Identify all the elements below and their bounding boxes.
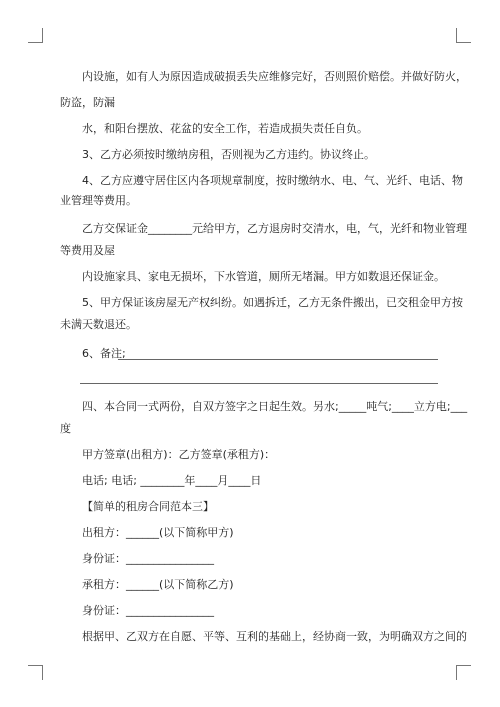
text-line: 出租方：______(以下简称甲方) (82, 526, 234, 539)
text-line: 身份证：________________ (82, 552, 214, 565)
remarks-underline-2 (80, 383, 438, 384)
text-line: 6、备注; (82, 347, 126, 360)
text-line: 电话; 电话; ________年____月____日 (82, 474, 262, 487)
text-line: 根据甲、乙双方在自愿、平等、互利的基础上，经协商一致，为明确双方之间的 (82, 630, 467, 643)
text-line: 乙方交保证金________元给甲方，乙方退房时交清水，电，气，光纤和物业管理 (82, 222, 467, 235)
text-line: 度 (60, 422, 71, 435)
section-heading: 【简单的租房合同范本三】 (82, 500, 214, 513)
text-line: 3、乙方必须按时缴纳房租，否则视为乙方违约。协议终止。 (82, 148, 375, 161)
crop-mark-top-left (28, 28, 43, 43)
text-line: 5、甲方保证该房屋无产权纠纷。如遇拆迁，乙方无条件搬出，已交租金甲方按 (82, 296, 463, 309)
text-line: 四、本合同一式两份，自双方签字之日起生效。另水;_____吨气;____立方电;___ (82, 400, 468, 413)
remarks-underline (118, 359, 438, 360)
crop-mark-bottom-right (456, 665, 471, 680)
text-line: 身份证：________________ (82, 604, 214, 617)
text-line: 未满天数退还。 (60, 318, 137, 331)
text-line: 甲方签章(出租方)：乙方签章(承租方)： (82, 448, 276, 461)
text-line: 等费用及屋 (60, 244, 115, 257)
text-line: 水，和阳台摆放、花盆的安全工作，若造成损失责任自负。 (82, 122, 368, 135)
text-line: 业管理等费用。 (60, 194, 137, 207)
text-line: 内设施家具、家电无损坏，下水管道，厕所无堵漏。甲方如数退还保证金。 (82, 270, 445, 283)
crop-mark-top-right (456, 28, 471, 43)
crop-mark-bottom-left (28, 665, 43, 680)
text-line: 内设施，如有人为原因造成破损丢失应维修完好，否则照价赔偿。并做好防火， (82, 70, 467, 83)
text-line: 防盗，防漏 (60, 96, 115, 109)
text-line: 承租方：______(以下简称乙方) (82, 578, 234, 591)
text-line: 4、乙方应遵守居住区内各项规章制度，按时缴纳水、电、气、光纤、电话、物 (82, 174, 463, 187)
